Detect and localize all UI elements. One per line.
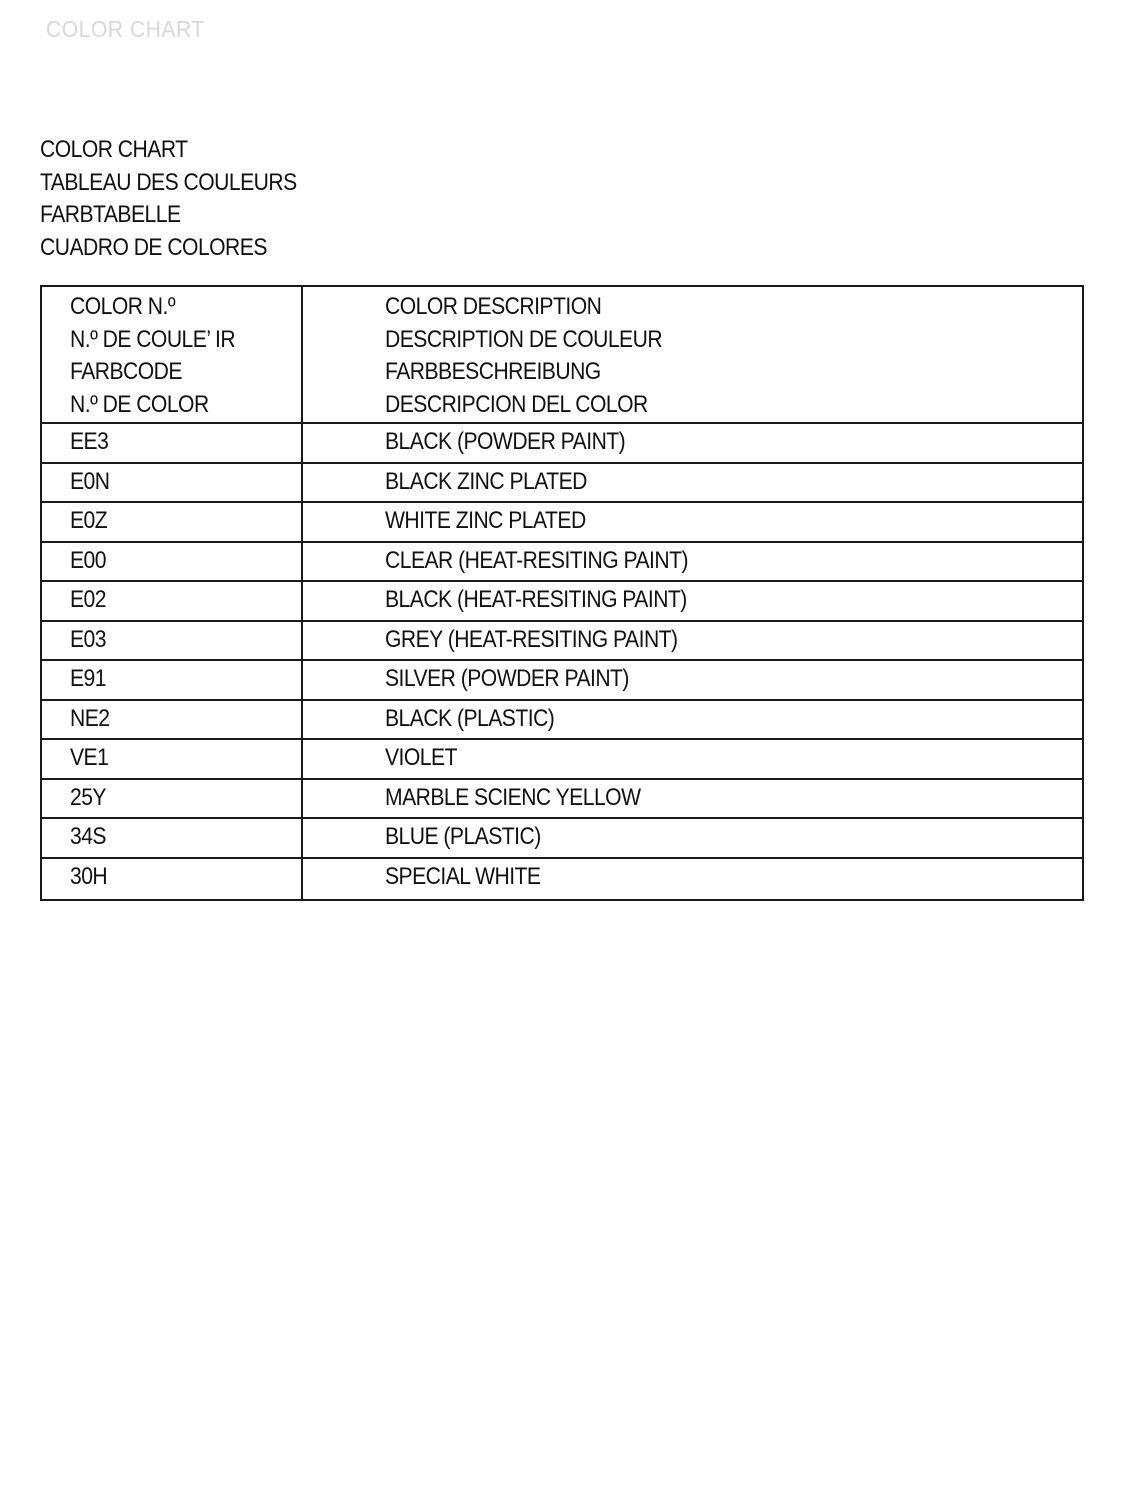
table-row — [42, 464, 1082, 504]
color-description: VIOLET — [385, 744, 457, 771]
color-code: EE3 — [70, 428, 109, 455]
header-code-spanish: N.º DE COLOR — [70, 390, 209, 418]
title-french: TABLEAU DES COULEURS — [40, 168, 297, 196]
color-code: E0Z — [70, 507, 108, 534]
color-description: BLACK ZINC PLATED — [385, 467, 587, 495]
color-code: E00 — [70, 546, 106, 574]
color-description: SILVER (POWDER PAINT) — [385, 665, 629, 692]
header-desc-german: FARBBESCHREIBUNG — [385, 358, 601, 385]
color-code: E0N — [70, 467, 110, 495]
color-code: E91 — [70, 665, 106, 692]
header-code-french: N.º DE COULE’ IR — [70, 325, 236, 353]
header-desc-french: DESCRIPTION DE COULEUR — [385, 325, 663, 353]
color-description: WHITE ZINC PLATED — [385, 507, 586, 534]
table-row — [42, 859, 1082, 899]
color-description: BLACK (POWDER PAINT) — [385, 428, 626, 455]
table-row — [42, 503, 1082, 543]
header-code-german: FARBCODE — [70, 358, 182, 385]
color-description: BLUE (PLASTIC) — [385, 823, 541, 850]
color-code: E03 — [70, 625, 106, 653]
table-row — [42, 582, 1082, 622]
title-english: COLOR CHART — [40, 136, 188, 163]
header-desc-spanish: DESCRIPCION DEL COLOR — [385, 390, 648, 418]
table-row — [42, 701, 1082, 741]
title-spanish: CUADRO DE COLORES — [40, 233, 267, 261]
title-german: FARBTABELLE — [40, 201, 181, 228]
table-row — [42, 622, 1082, 662]
faint-page-header: COLOR CHART — [46, 16, 205, 42]
color-code: 34S — [70, 823, 106, 850]
table-row — [42, 819, 1082, 859]
table-row — [42, 740, 1082, 780]
color-code: 25Y — [70, 783, 106, 811]
table-header-row — [42, 287, 1082, 424]
color-description: GREY (HEAT-RESITING PAINT) — [385, 625, 678, 653]
color-code: E02 — [70, 586, 106, 613]
color-description: BLACK (HEAT-RESITING PAINT) — [385, 586, 687, 613]
color-code: VE1 — [70, 744, 109, 771]
color-code: 30H — [70, 862, 108, 890]
header-color-description — [385, 291, 700, 421]
color-description: BLACK (PLASTIC) — [385, 704, 555, 732]
chart-title-block — [40, 134, 332, 264]
header-desc-english: COLOR DESCRIPTION — [385, 293, 602, 320]
color-description: MARBLE SCIENC YELLOW — [385, 783, 641, 811]
table-row — [42, 424, 1082, 464]
color-description: SPECIAL WHITE — [385, 862, 541, 890]
table-row — [42, 780, 1082, 820]
color-description: CLEAR (HEAT-RESITING PAINT) — [385, 546, 688, 574]
column-divider — [301, 287, 303, 899]
table-row — [42, 543, 1082, 583]
header-color-number — [70, 291, 258, 421]
color-code: NE2 — [70, 704, 110, 732]
table-row — [42, 661, 1082, 701]
header-code-english: COLOR N.º — [70, 293, 176, 320]
color-chart-table — [40, 285, 1084, 901]
